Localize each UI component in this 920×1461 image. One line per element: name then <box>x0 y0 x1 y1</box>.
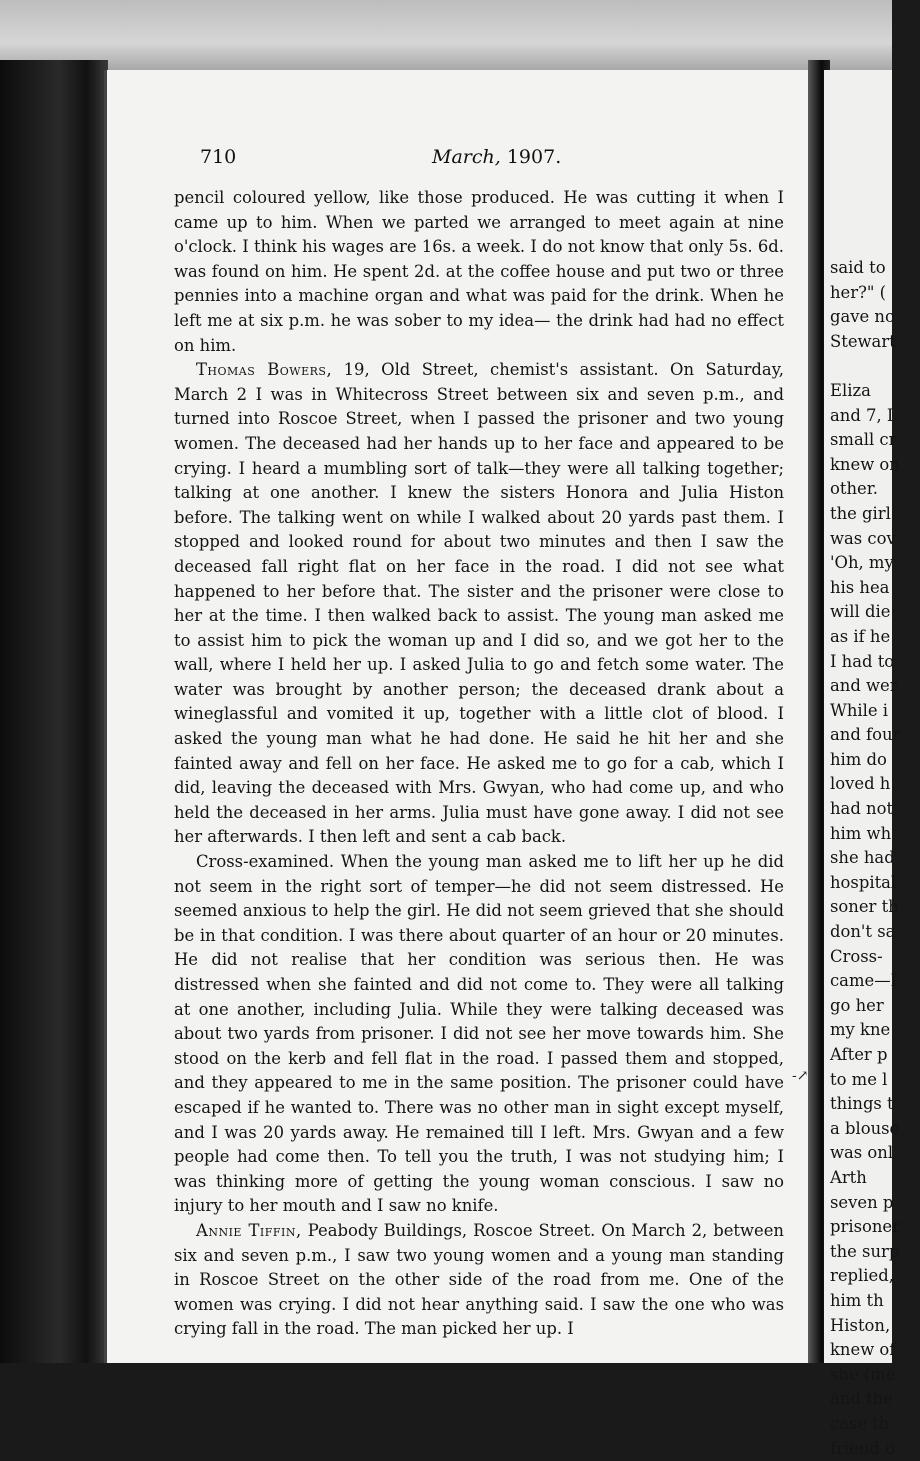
page-number: 710 <box>200 146 236 168</box>
page-header <box>200 146 770 176</box>
facing-page-line: small cr <box>830 428 920 453</box>
facing-page-line: seven p <box>830 1191 920 1216</box>
running-head <box>432 146 561 168</box>
facing-page-line: After p <box>830 1043 920 1068</box>
witness-name: Annie Tiffin, <box>196 1221 302 1240</box>
facing-page-line: him th <box>830 1289 920 1314</box>
running-head-month: March, <box>432 146 501 168</box>
facing-page-line: him do <box>830 748 920 773</box>
facing-page-line: gave no <box>830 305 920 330</box>
facing-page-line: prisoner <box>830 1215 920 1240</box>
facing-page-line: his hea <box>830 576 920 601</box>
facing-page-line: and four <box>830 723 920 748</box>
margin-annotation: -↗ <box>792 1068 808 1084</box>
facing-page-line: don't sa <box>830 920 920 945</box>
facing-page-line: and the <box>830 1387 920 1412</box>
facing-page-line: replied, <box>830 1264 920 1289</box>
facing-page-text <box>830 256 920 1461</box>
facing-page-line: and 7, I <box>830 404 920 429</box>
facing-page-line: a blouse <box>830 1117 920 1142</box>
facing-page-line: things t <box>830 1092 920 1117</box>
facing-page-line: as if he <box>830 625 920 650</box>
facing-page-line: the surp <box>830 1240 920 1265</box>
facing-page-line: Histon, <box>830 1314 920 1339</box>
book-binding-left <box>0 60 108 1363</box>
witness-name: Thomas Bowers, <box>196 360 332 379</box>
facing-page-line: the girl <box>830 502 920 527</box>
facing-page-line: Cross- <box>830 945 920 970</box>
page-body <box>174 186 784 1342</box>
facing-page-line <box>830 354 920 379</box>
facing-page-line: other. <box>830 477 920 502</box>
paragraph-thomas-bowers <box>174 358 784 850</box>
facing-page-line: Stewart <box>830 330 920 355</box>
facing-page-line: she (me <box>830 1363 920 1388</box>
facing-page-line: him wh <box>830 822 920 847</box>
facing-page-line: will die <box>830 600 920 625</box>
facing-page-line: knew on <box>830 453 920 478</box>
facing-page-line: knew of <box>830 1338 920 1363</box>
facing-page-line: I had to <box>830 650 920 675</box>
paragraph-continuation: pencil coloured yellow, like those produced. He was cutting it when I came up to him. When we parted we arranged to meet again at nine o'clock. I think his wages are 16s. a week. I do not know that only 5s. 6d. was found on him. He spent 2d. at the coffee house and put two or three pennies into a machine organ and what was paid for the drink. When he left me at six p.m. he was sober to my idea— the drink had had no effect on him. <box>174 186 784 358</box>
facing-page-line: said to <box>830 256 920 281</box>
facing-page-line: was cov <box>830 527 920 552</box>
facing-page-line: was onl <box>830 1141 920 1166</box>
facing-page-line: loved h <box>830 772 920 797</box>
facing-page-line: hospital <box>830 871 920 896</box>
facing-page-line: case th <box>830 1412 920 1437</box>
facing-page-line: and wer <box>830 674 920 699</box>
facing-page-line: came—I <box>830 969 920 994</box>
facing-page-line: her?" ( <box>830 281 920 306</box>
paragraph-cross-examined: Cross-examined. When the young man asked me to lift her up he did not seem in the right sort of temper—he did not seem distressed. He seemed anxious to help the girl. He did not seem grieved that she should be in that condition. I was there about quarter of an hour or 20 minutes. He did not realise that her condition was serious then. He was distressed when she fainted and did not come to. They were all talking at one another, including Julia. While they were talking deceased was about two yards from prisoner. I did not see her move towards him. She stood on the kerb and fell flat in the road. I passed them and stopped, and they appeared to me in the same position. The prisoner could have escaped if he wanted to. There was no other man in sight except myself, and I was 20 yards away. He remained till I left. Mrs. Gwyan and a few people had come then. To tell you the truth, I was not studying him; I was thinking more of getting the young woman conscious. I saw no injury to her mouth and I saw no knife. <box>174 850 784 1219</box>
facing-page-line: soner th <box>830 895 920 920</box>
facing-page-line: While i <box>830 699 920 724</box>
facing-page-line: Eliza <box>830 379 920 404</box>
facing-page <box>824 70 892 1363</box>
facing-page-line: my kne <box>830 1018 920 1043</box>
scan-top-edge <box>0 0 892 78</box>
running-head-year: 1907. <box>507 146 561 168</box>
paragraph-annie-tiffin <box>174 1219 784 1342</box>
witness-testimony: Peabody Buildings, Roscoe Street. On March 2, between six and seven p.m., I saw two young women and a young man standing in Roscoe Street on the other side of the road from me. One of the women was crying. I did not hear anything said. I saw the one who was crying fall in the road. The man picked her up. I <box>174 1221 784 1338</box>
facing-page-line: go her <box>830 994 920 1019</box>
witness-testimony: 19, Old Street, chemist's assistant. On Saturday, March 2 I was in Whitecross Street between six and seven p.m., and turned into Roscoe Street, when I passed the prisoner and two young women. The deceased had her hands up to her face and appeared to be crying. I heard a mumbling sort of talk—they were all talking together; talking at one another. I knew the sisters Honora and Julia Histon before. The talking went on while I walked about 20 yards past them. I stopped and looked round for about two minutes and then I saw the deceased fall right flat on her face in the road. I did not see what happened to her before that. The sister and the prisoner were close to her at the time. I then walked back to assist. The young man asked me to assist him to pick the woman up and I did so, and we got her to the wall, where I held her up. I asked Julia to go and fetch some water. The water was brought by another person; the deceased drank about a wineglassful and vomited it up, together with a little clot of blood. I asked the young man what he had done. He said he hit her and she fainted away and fell on her face. He asked me to go for a cab, which I did, leaving the deceased with Mrs. Gwyan, who had come up, and who held the deceased in her arms. Julia must have gone away. I did not see her afterwards. I then left and sent a cab back. <box>174 360 784 846</box>
facing-page-line: Arth <box>830 1166 920 1191</box>
facing-page-line: she had <box>830 846 920 871</box>
facing-page-line: 'Oh, my <box>830 551 920 576</box>
facing-page-line: friend o <box>830 1437 920 1461</box>
facing-page-line: to me l <box>830 1068 920 1093</box>
facing-page-line: had not <box>830 797 920 822</box>
